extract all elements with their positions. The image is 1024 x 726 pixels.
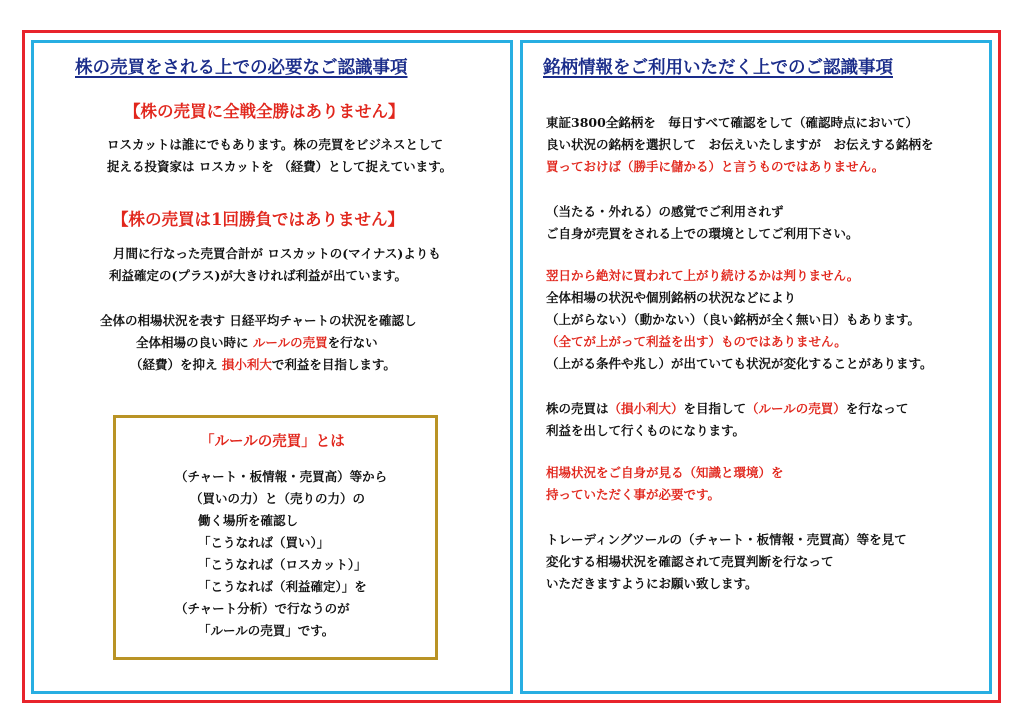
box-line-5: 「こうなれば（ロスカット）」: [198, 557, 367, 572]
p3-line-2: （上がらない）（動かない）（良い銘柄が全く無い日）もあります。: [546, 312, 921, 327]
p3-red-line-2: （全てが上がって利益を出す）ものではありません。: [546, 334, 847, 349]
right-title: 銘柄情報をご利用いただく上でのご認識事項: [543, 58, 893, 78]
section3-line-2-pre: 全体相場の良い時に: [136, 335, 253, 350]
section2-line-1: 月間に行なった売買合計が ロスカットの(マイナス)よりも: [113, 246, 441, 261]
p3-line-1: 全体相場の状況や個別銘柄の状況などにより: [546, 290, 797, 305]
section1-heading: 【株の売買に全戦全勝はありません】: [124, 102, 405, 121]
p4-mid: を目指して: [683, 401, 747, 416]
section3-line-3-post: で利益を目指します。: [271, 357, 396, 372]
section3-line-3-pre: （経費）を抑え: [130, 357, 222, 372]
section3-line-2-post: を行ない: [327, 335, 378, 350]
p2-line-2: ご自身が売買をされる上での環境としてご利用下さい。: [546, 226, 859, 241]
p5-red-line-2: 持っていただく事が必要です。: [546, 487, 721, 502]
p6-line-1: トレーディングツールの（チャート・板情報・売買高）等を見て: [546, 532, 907, 547]
section3-line-1: 全体の相場状況を表す 日経平均チャートの状況を確認し: [100, 313, 417, 328]
section3-line-3: [130, 359, 396, 372]
section1-line-2: 捉える投資家は ロスカットを （経費）として捉えています。: [107, 159, 453, 174]
box-heading: 「ルールの売買」とは: [200, 433, 345, 450]
p1-line-2: 良い状況の銘柄を選択して お伝えいたしますが お伝えする銘柄を: [546, 137, 934, 152]
p4-line-2: 利益を出して行くものになります。: [546, 423, 746, 438]
box-line-4: 「こうなれば（買い）」: [198, 535, 330, 550]
p6-line-2: 変化する相場状況を確認されて売買判断を行なって: [546, 554, 834, 569]
section1-line-1: ロスカットは誰にでもあります。株の売買をビジネスとして: [107, 137, 444, 152]
section3-line-2: [136, 337, 378, 350]
box-line-7: （チャート分析）で行なうのが: [175, 601, 350, 616]
p1-line-1: 東証3800全銘柄を 毎日すべて確認をして（確認時点において）: [546, 115, 919, 130]
p2-line-1: （当たる・外れる）の感覚でご利用されず: [546, 204, 784, 219]
p4-rule-trading: （ルールの売買）: [746, 401, 846, 416]
p4-line-1: [546, 403, 908, 416]
left-title: 株の売買をされる上での必要なご認識事項: [75, 58, 408, 78]
box-line-2: （買いの力）と（売りの力）の: [190, 491, 366, 506]
box-line-8: 「ルールの売買」です。: [198, 623, 335, 638]
p4-post: を行なって: [845, 401, 909, 416]
section3-rule-trading: ルールの売買: [252, 335, 328, 350]
section2-line-2: 利益確定の(プラス)が大きければ利益が出ています。: [109, 268, 407, 283]
p6-line-3: いただきますようにお願い致します。: [546, 576, 758, 591]
box-line-3: 働く場所を確認し: [198, 513, 299, 528]
section2-heading: 【株の売買は1回勝負ではありません】: [112, 210, 404, 229]
p3-red-line-1: 翌日から絶対に買われて上がり続けるかは判りません。: [546, 268, 860, 283]
box-line-6: 「こうなれば（利益確定）」を: [198, 579, 367, 594]
p5-red-line-1: 相場状況をご自身が見る（知識と環境）を: [546, 465, 784, 480]
p4-pre: 株の売買は: [546, 401, 609, 416]
p4-small-loss-big-profit: （損小利大）: [608, 401, 684, 416]
section3-small-loss-big-profit: 損小利大: [221, 357, 272, 372]
box-line-1: （チャート・板情報・売買高）等から: [175, 469, 388, 484]
p3-line-3: （上がる条件や兆し）が出ていても状況が変化することがあります。: [546, 356, 933, 371]
p1-red-line: 買っておけば（勝手に儲かる）と言うものではありません。: [546, 159, 885, 174]
